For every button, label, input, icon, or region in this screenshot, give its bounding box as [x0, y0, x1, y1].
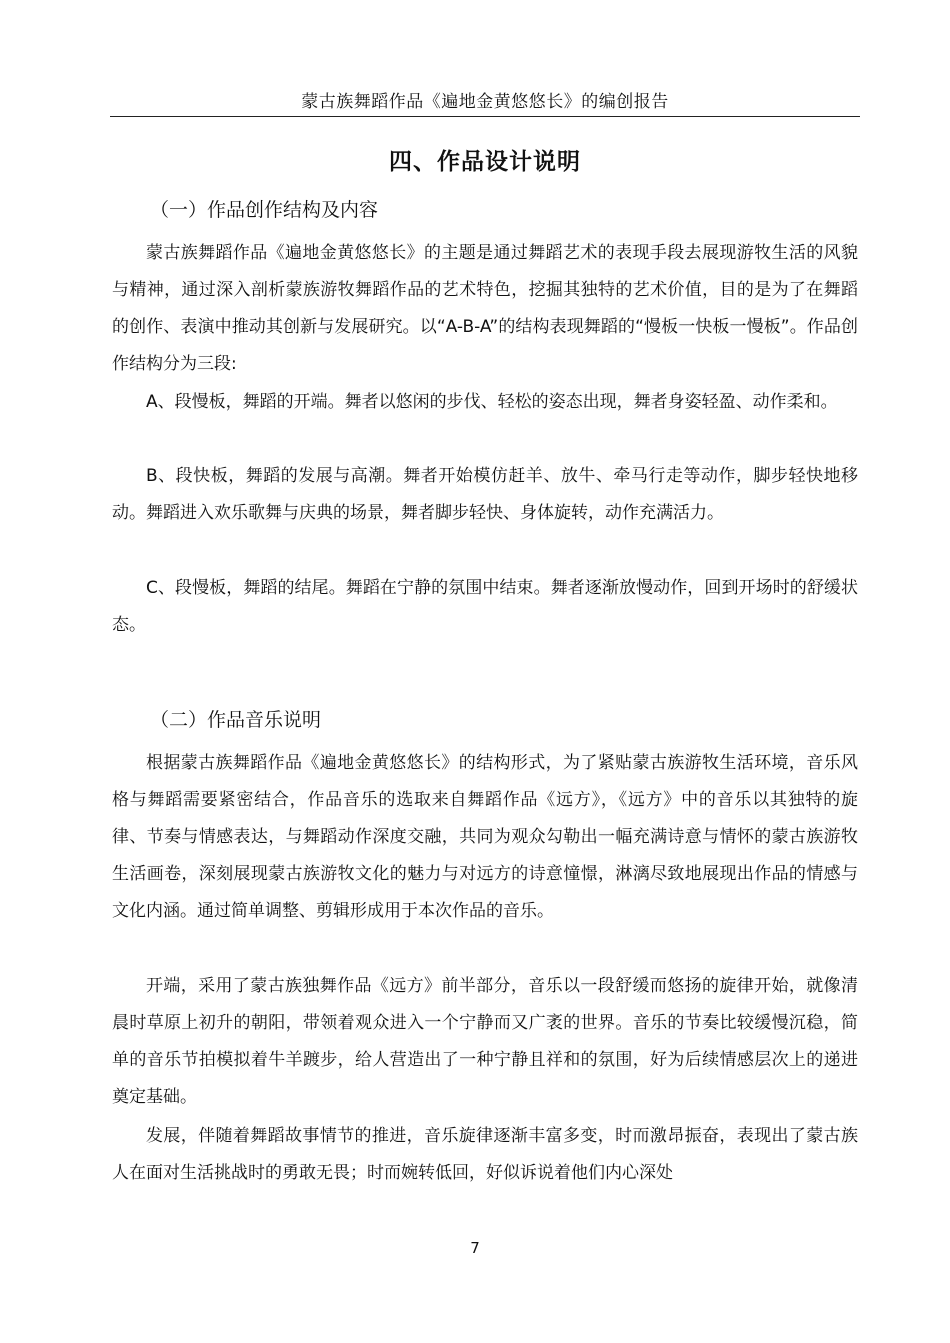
- paragraph-music-source: 根据蒙古族舞蹈作品《遍地金黄悠悠长》的结构形式，为了紧贴蒙古族游牧生活环境，音乐风格与舞蹈需要紧密结合，作品音乐的选取来自舞蹈作品《远方》，《远方》中的音乐以其独特的旋律、节奏与情感表达，与舞蹈动作深度交融，共同为观众勾勒出一幅充满诗意与情怀的蒙古族游牧生活画卷，深刻展现蒙古族游牧文化的魅力与对远方的诗意憧憬，淋漓尽致地展现出作品的情感与文化内涵。通过简单调整、剪辑形成用于本次作品的音乐。: [112, 753, 858, 921]
- header-rule: [110, 116, 860, 117]
- page-number: 7: [470, 1239, 480, 1257]
- paragraph-music-opening: 开端，采用了蒙古族独舞作品《远方》前半部分，音乐以一段舒缓而悠扬的旋律开始，就像清晨时草原上初升的朝阳，带领着观众进入一个宁静而又广袤的世界。音乐的节奏比较缓慢沉稳，简单的音乐节拍模拟着牛羊踱步，给人营造出了一种宁静且祥和的氛围，好为后续情感层次上的递进奠定基础。: [112, 976, 858, 1107]
- running-header: 蒙古族舞蹈作品《遍地金黄悠悠长》的编创报告: [301, 92, 669, 112]
- paragraph-theme: 蒙古族舞蹈作品《遍地金黄悠悠长》的主题是通过舞蹈艺术的表现手段去展现游牧生活的风貌与精神，通过深入剖析蒙族游牧舞蹈作品的艺术特色，挖掘其独特的艺术价值，目的是为了在舞蹈的创作、表演中推动其创新与发展研究。以“A-B-A”的结构表现舞蹈的“慢板一快板一慢板”。作品创作结构分为三段:: [112, 243, 858, 374]
- paragraph-section-c: C、段慢板，舞蹈的结尾。舞蹈在宁静的氛围中结束。舞者逐渐放慢动作，回到开场时的舒缓状态。: [112, 578, 858, 635]
- subsection-heading-music: （二）作品音乐说明: [150, 709, 322, 731]
- section-title: 四、作品设计说明: [389, 149, 581, 175]
- paragraph-music-development: 发展，伴随着舞蹈故事情节的推进，音乐旋律逐渐丰富多变，时而激昂振奋，表现出了蒙古族人在面对生活挑战时的勇敢无畏；时而婉转低回，好似诉说着他们内心深处: [112, 1126, 858, 1183]
- paragraph-section-b: B、段快板，舞蹈的发展与高潮。舞者开始模仿赶羊、放牛、牵马行走等动作，脚步轻快地移动。舞蹈进入欢乐歌舞与庆典的场景，舞者脚步轻快、身体旋转，动作充满活力。: [112, 466, 858, 523]
- subsection-heading-structure: （一）作品创作结构及内容: [150, 199, 379, 221]
- paragraph-section-a: A、段慢板，舞蹈的开端。舞者以悠闲的步伐、轻松的姿态出现，舞者身姿轻盈、动作柔和。: [146, 392, 838, 412]
